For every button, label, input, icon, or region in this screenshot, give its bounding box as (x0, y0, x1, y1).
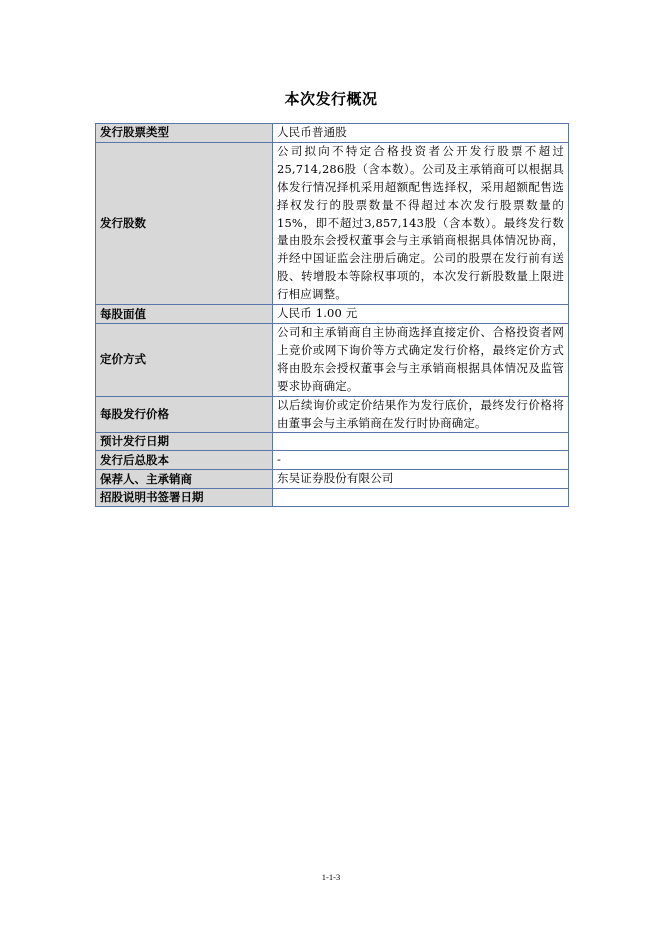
row-value-issue-date (273, 433, 569, 451)
row-label-share-type: 发行股票类型 (96, 124, 273, 143)
row-value-sign-date (273, 489, 569, 507)
row-value-total-shares: - (273, 451, 569, 470)
row-value-sponsor: 东吴证券股份有限公司 (273, 470, 569, 489)
row-label-issue-price: 每股发行价格 (96, 396, 273, 433)
row-value-issue-price: 以后续询价或定价结果作为发行底价，最终发行价格将由董事会与主承销商在发行时协商确定。 (273, 396, 569, 433)
table-row (96, 323, 569, 396)
row-value-share-type: 人民币普通股 (273, 124, 569, 143)
table-row (96, 433, 569, 451)
table-row (96, 124, 569, 143)
table-row (96, 305, 569, 324)
table-row (96, 396, 569, 433)
row-label-sign-date: 招股说明书签署日期 (96, 489, 273, 507)
table-row (96, 142, 569, 304)
offering-overview-table (95, 123, 569, 507)
page-title: 本次发行概况 (284, 90, 378, 108)
row-label-pricing-method: 定价方式 (96, 323, 273, 396)
table-row (96, 470, 569, 489)
table-row (96, 489, 569, 507)
row-label-sponsor: 保荐人、主承销商 (96, 470, 273, 489)
row-value-par-value: 人民币 1.00 元 (273, 305, 569, 324)
page-number: 1-1-3 (321, 872, 341, 882)
row-value-share-count: 公司拟向不特定合格投资者公开发行股票不超过25,714,286股（含本数）。公司及主承销商可以根据具体发行情况择机采用超额配售选择权，采用超额配售选择权发行的股票数量不得超过本次发行股票数量的15%，即不超过3,857,143股（含本数）。最终发行数量由股东会授权董事会与主承销商根据具体情况协商，并经中国证监会注册后确定。公司的股票在发行前有送股、转增股本等除权事项的，本次发行新股数量上限进行相应调整。 (273, 142, 569, 304)
row-label-share-count: 发行股数 (96, 142, 273, 304)
row-label-par-value: 每股面值 (96, 305, 273, 324)
row-label-issue-date: 预计发行日期 (96, 433, 273, 451)
row-value-pricing-method: 公司和主承销商自主协商选择直接定价、合格投资者网上竞价或网下询价等方式确定发行价格，最终定价方式将由股东会授权董事会与主承销商根据具体情况及监管要求协商确定。 (273, 323, 569, 396)
table-row (96, 451, 569, 470)
row-label-total-shares: 发行后总股本 (96, 451, 273, 470)
